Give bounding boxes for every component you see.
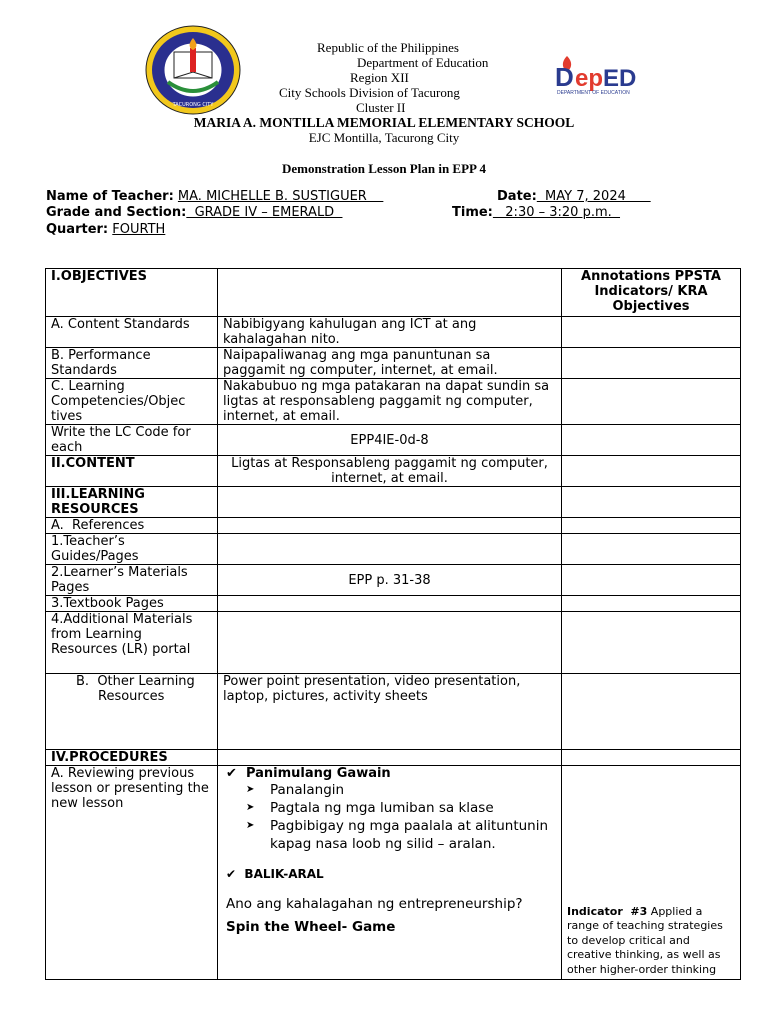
quarter-line bbox=[46, 222, 165, 238]
lc-code-label: Write the LC Code for each bbox=[46, 425, 218, 456]
grade-line bbox=[46, 205, 342, 221]
objectives-header: I.OBJECTIVES bbox=[46, 269, 218, 317]
other-resources-annotation bbox=[562, 674, 741, 750]
textbook-label: 3.Textbook Pages bbox=[46, 596, 218, 612]
header-line-republic: Republic of the Philippines bbox=[317, 40, 459, 55]
arrow-bullet-icon: ➤ bbox=[246, 802, 255, 813]
school-name: MARIA A. MONTILLA MEMORIAL ELEMENTARY SCHOOL bbox=[193, 115, 575, 130]
additional-materials-row bbox=[46, 612, 741, 674]
date-value: MAY 7, 2024 bbox=[536, 189, 651, 204]
learners-materials-row bbox=[46, 565, 741, 596]
learners-materials-label: 2.Learner’s Materials Pages bbox=[46, 565, 218, 596]
objectives-empty-cell bbox=[218, 269, 562, 317]
balik-aral-title: BALIK-ARAL bbox=[244, 867, 324, 881]
competencies-row bbox=[46, 379, 741, 425]
learners-materials-annotation bbox=[562, 565, 741, 596]
teacher-value: MA. MICHELLE B. SUSTIGUER bbox=[177, 189, 384, 204]
procedures-label: IV.PROCEDURES bbox=[46, 750, 218, 766]
teachers-guides-empty-cell bbox=[218, 534, 562, 565]
balik-aral-question: Ano ang kahalagahan ng entrepreneurship? bbox=[226, 896, 523, 912]
procedures-empty-cell bbox=[218, 750, 562, 766]
content-row bbox=[46, 456, 741, 487]
quarter-label: Quarter: bbox=[46, 222, 109, 237]
list-item bbox=[246, 781, 556, 799]
performance-standards-label: B. Performance Standards bbox=[46, 348, 218, 379]
list-item-text: Pagbibigay ng mga paalala at alituntunin kapag nasa loob ng silid – aralan. bbox=[270, 818, 549, 852]
school-seal-logo bbox=[144, 24, 242, 116]
objectives-row bbox=[46, 269, 741, 317]
header-line-cluster: Cluster II bbox=[356, 100, 406, 115]
competencies-value: Nakabubuo ng mga patakaran na dapat sundin sa ligtas at responsableng paggamit ng computer, internet, at email. bbox=[218, 379, 562, 425]
panimulang-gawain-title: Panimulang Gawain bbox=[245, 766, 391, 781]
teachers-guides-annotation bbox=[562, 534, 741, 565]
svg-text:ep: ep bbox=[575, 65, 604, 92]
quarter-value: FOURTH bbox=[112, 222, 166, 237]
svg-text:ED: ED bbox=[603, 65, 637, 92]
textbook-row bbox=[46, 596, 741, 612]
content-standards-annotation bbox=[562, 317, 741, 348]
reviewing-row bbox=[46, 766, 741, 980]
other-resources-value: Power point presentation, video presentation, laptop, pictures, activity sheets bbox=[218, 674, 562, 750]
checkmark-icon: ✔ bbox=[226, 766, 237, 781]
annotations-header: Annotations PPSTA Indicators/ KRA Objectives bbox=[562, 269, 741, 317]
procedures-row bbox=[46, 750, 741, 766]
list-item bbox=[246, 799, 556, 817]
svg-text:TACURONG CITY: TACURONG CITY bbox=[172, 102, 214, 108]
content-annotation bbox=[562, 456, 741, 487]
content-standards-value: Nabibigyang kahulugan ang ICT at ang kahalagahan nito. bbox=[218, 317, 562, 348]
spin-the-wheel-title: Spin the Wheel- Game bbox=[226, 919, 396, 935]
panimulang-gawain-list bbox=[226, 781, 556, 853]
additional-materials-annotation bbox=[562, 612, 741, 674]
references-label: A. References bbox=[46, 518, 218, 534]
other-resources-row bbox=[46, 674, 741, 750]
checkmark-icon: ✔ bbox=[226, 867, 237, 881]
references-row bbox=[46, 518, 741, 534]
lc-code-annotation bbox=[562, 425, 741, 456]
textbook-empty-cell bbox=[218, 596, 562, 612]
textbook-annotation bbox=[562, 596, 741, 612]
content-label: II.CONTENT bbox=[46, 456, 218, 487]
lesson-plan-title: Demonstration Lesson Plan in EPP 4 bbox=[281, 161, 487, 176]
performance-standards-value: Naipapaliwanag ang mga panuntunan sa paggamit ng computer, internet, at email. bbox=[218, 348, 562, 379]
references-empty-cell bbox=[218, 518, 562, 534]
content-value: Ligtas at Responsableng paggamit ng computer, internet, at email. bbox=[218, 456, 562, 487]
resources-annotation bbox=[562, 487, 741, 518]
list-item-text: Pagtala ng mga lumiban sa klase bbox=[270, 800, 494, 816]
indicator-text bbox=[567, 905, 735, 978]
reviewing-label: A. Reviewing previous lesson or presenting the new lesson bbox=[46, 766, 218, 980]
procedures-annotation bbox=[562, 750, 741, 766]
content-standards-row bbox=[46, 317, 741, 348]
time-label: Time: bbox=[452, 205, 493, 220]
lc-code-value: EPP4IE-0d-8 bbox=[218, 425, 562, 456]
performance-standards-annotation bbox=[562, 348, 741, 379]
arrow-bullet-icon: ➤ bbox=[246, 820, 255, 831]
svg-text:DEPARTMENT OF EDUCATION: DEPARTMENT OF EDUCATION bbox=[557, 90, 630, 96]
resources-label: III.LEARNING RESOURCES bbox=[46, 487, 218, 518]
list-item-text: Panalangin bbox=[270, 782, 345, 798]
list-item bbox=[246, 817, 556, 853]
additional-materials-empty-cell bbox=[218, 612, 562, 674]
arrow-bullet-icon: ➤ bbox=[246, 784, 255, 795]
teacher-label: Name of Teacher: bbox=[46, 189, 174, 204]
indicator-label: Indicator #3 bbox=[567, 904, 648, 918]
svg-text:D: D bbox=[555, 62, 574, 92]
time-line bbox=[452, 205, 620, 221]
indicator-annotation bbox=[562, 766, 741, 980]
school-address: EJC Montilla, Tacurong City bbox=[308, 130, 460, 145]
balik-aral-heading bbox=[226, 867, 556, 882]
learners-materials-value: EPP p. 31-38 bbox=[218, 565, 562, 596]
teacher-line bbox=[46, 189, 383, 205]
reviewing-content bbox=[218, 766, 562, 980]
date-label: Date: bbox=[497, 189, 537, 204]
competencies-label: C. Learning Competencies/Objec tives bbox=[46, 379, 218, 425]
deped-logo bbox=[553, 50, 649, 100]
performance-standards-row bbox=[46, 348, 741, 379]
panimulang-gawain-heading bbox=[226, 766, 556, 781]
time-value: 2:30 – 3:20 p.m. bbox=[492, 205, 621, 220]
resources-empty-cell bbox=[218, 487, 562, 518]
lesson-plan-table bbox=[45, 268, 741, 980]
grade-label: Grade and Section: bbox=[46, 205, 187, 220]
header-line-division: City Schools Division of Tacurong bbox=[279, 85, 460, 100]
resources-row bbox=[46, 487, 741, 518]
header-line-department: Department of Education bbox=[357, 55, 489, 70]
other-resources-label: B. Other Learning Resources bbox=[46, 674, 218, 750]
competencies-annotation bbox=[562, 379, 741, 425]
indicator-description: Applied a range of teaching strategies to develop critical and creative thinking, as well as other higher-order thinking bbox=[567, 904, 723, 976]
teachers-guides-label: 1.Teacher’s Guides/Pages bbox=[46, 534, 218, 565]
teachers-guides-row bbox=[46, 534, 741, 565]
date-line bbox=[497, 189, 651, 205]
references-annotation bbox=[562, 518, 741, 534]
content-standards-label: A. Content Standards bbox=[46, 317, 218, 348]
header-line-region: Region XII bbox=[350, 70, 409, 85]
lc-code-row bbox=[46, 425, 741, 456]
additional-materials-label: 4.Additional Materials from Learning Resources (LR) portal bbox=[46, 612, 218, 674]
grade-value: GRADE IV – EMERALD bbox=[186, 205, 343, 220]
